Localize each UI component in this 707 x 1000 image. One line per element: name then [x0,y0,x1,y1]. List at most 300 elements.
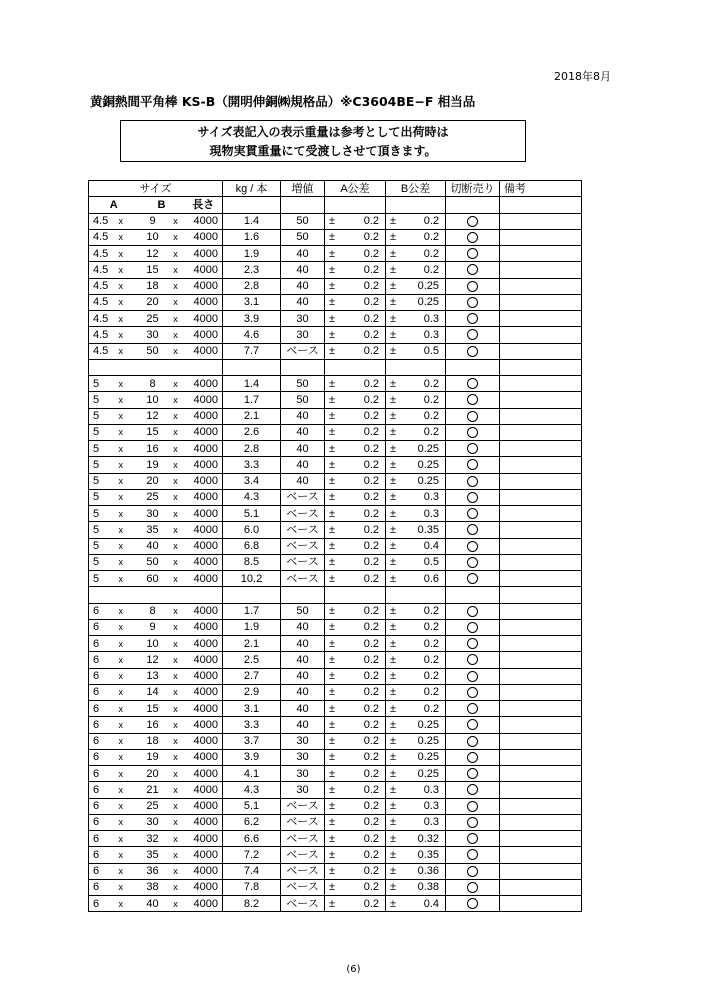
plus-minus-a: ± [325,782,343,798]
increment-value: 40 [281,441,325,457]
spacer-cell [223,359,281,375]
remarks-cell [500,294,582,310]
times-mark: x [167,733,185,749]
cut-sale-cell [446,473,500,489]
dimension-b: 30 [139,327,167,343]
tolerance-a: 0.2 [343,392,386,408]
weight-per-bar: 7.4 [223,863,281,879]
tolerance-b: 0.32 [404,831,446,847]
plus-minus-b: ± [386,684,404,700]
weight-per-bar: 3.1 [223,294,281,310]
cut-sale-cell [446,311,500,327]
tolerance-b: 0.25 [404,717,446,733]
weight-per-bar: 2.1 [223,408,281,424]
header-increment: 増値 [281,181,325,197]
increment-value: 50 [281,603,325,619]
plus-minus-a: ± [325,489,343,505]
times-mark: x [117,831,139,847]
cut-available-circle-icon [467,281,478,292]
weight-per-bar: 3.3 [223,457,281,473]
dimension-b: 15 [139,701,167,717]
plus-minus-a: ± [325,668,343,684]
remarks-cell [500,603,582,619]
table-row [89,652,582,668]
weight-per-bar: 1.7 [223,603,281,619]
dimension-a: 5 [89,554,117,570]
times-mark: x [167,538,185,554]
increment-value: 40 [281,473,325,489]
table-row [89,571,582,587]
tolerance-a: 0.2 [343,847,386,863]
remarks-cell [500,863,582,879]
plus-minus-b: ± [386,213,404,229]
plus-minus-a: ± [325,246,343,262]
plus-minus-a: ± [325,619,343,635]
times-mark: x [117,457,139,473]
header-weight: kg / 本 [223,181,281,197]
plus-minus-b: ± [386,376,404,392]
times-mark: x [167,652,185,668]
dimension-b: 15 [139,262,167,278]
length: 4000 [185,717,223,733]
weight-notice-box [120,120,526,162]
remarks-cell [500,896,582,912]
tolerance-a: 0.2 [343,863,386,879]
plus-minus-a: ± [325,213,343,229]
plus-minus-b: ± [386,441,404,457]
cut-available-circle-icon [467,248,478,259]
plus-minus-b: ± [386,473,404,489]
times-mark: x [117,506,139,522]
dimension-b: 9 [139,213,167,229]
tolerance-b: 0.2 [404,392,446,408]
increment-value: 40 [281,636,325,652]
cut-available-circle-icon [467,817,478,828]
dimension-a: 5 [89,441,117,457]
document-title: 黄銅熱間平角棒 KS-B（開明伸銅㈱規格品）※C3604BE−F 相当品 [90,94,476,109]
weight-per-bar: 7.2 [223,847,281,863]
times-mark: x [117,636,139,652]
cut-sale-cell [446,376,500,392]
dimension-b: 14 [139,684,167,700]
plus-minus-b: ± [386,392,404,408]
dimension-a: 6 [89,749,117,765]
cut-sale-cell [446,213,500,229]
plus-minus-b: ± [386,652,404,668]
dimension-b: 15 [139,424,167,440]
plus-minus-b: ± [386,278,404,294]
cut-sale-cell [446,278,500,294]
plus-minus-a: ± [325,701,343,717]
cut-sale-cell [446,424,500,440]
plus-minus-b: ± [386,879,404,895]
tolerance-b: 0.2 [404,262,446,278]
plus-minus-a: ± [325,896,343,912]
increment-value: 40 [281,457,325,473]
dimension-b: 35 [139,522,167,538]
times-mark: x [167,798,185,814]
remarks-cell [500,554,582,570]
cut-available-circle-icon [467,671,478,682]
times-mark: x [117,522,139,538]
dimension-a: 5 [89,571,117,587]
times-mark: x [167,896,185,912]
header-cut-sale: 切断売り [446,181,500,197]
spacer-cell [281,587,325,603]
dimension-b: 20 [139,294,167,310]
table-row [89,717,582,733]
times-mark: x [167,327,185,343]
table-row [89,441,582,457]
tolerance-a: 0.2 [343,327,386,343]
remarks-cell [500,749,582,765]
dimension-a: 4.5 [89,213,117,229]
length: 4000 [185,262,223,278]
cut-sale-cell [446,522,500,538]
tolerance-a: 0.2 [343,457,386,473]
tolerance-b: 0.4 [404,538,446,554]
subheader-row [89,197,582,213]
times-mark: x [117,311,139,327]
times-mark: x [117,798,139,814]
times-mark: x [167,749,185,765]
cut-sale-cell [446,831,500,847]
length: 4000 [185,408,223,424]
increment-value: 40 [281,668,325,684]
tolerance-b: 0.5 [404,554,446,570]
tolerance-b: 0.2 [404,668,446,684]
dimension-b: 13 [139,668,167,684]
dimension-b: 40 [139,896,167,912]
tolerance-b: 0.25 [404,457,446,473]
cut-available-circle-icon [467,492,478,503]
plus-minus-b: ± [386,619,404,635]
remarks-cell [500,798,582,814]
length: 4000 [185,506,223,522]
cut-sale-cell [446,554,500,570]
times-mark: x [167,831,185,847]
cut-available-circle-icon [467,654,478,665]
cut-available-circle-icon [467,297,478,308]
tolerance-a: 0.2 [343,652,386,668]
times-mark: x [167,571,185,587]
plus-minus-a: ± [325,343,343,359]
spacer-cell [325,359,386,375]
dimension-a: 4.5 [89,246,117,262]
weight-per-bar: 6.0 [223,522,281,538]
table-row [89,847,582,863]
times-mark: x [167,701,185,717]
tolerance-a: 0.2 [343,798,386,814]
table-row [89,831,582,847]
length: 4000 [185,733,223,749]
table-row [89,538,582,554]
plus-minus-b: ± [386,554,404,570]
increment-value: ベース [281,506,325,522]
tolerance-b: 0.2 [404,246,446,262]
times-mark: x [117,863,139,879]
tolerance-b: 0.5 [404,343,446,359]
remarks-cell [500,343,582,359]
table-row [89,733,582,749]
increment-value: ベース [281,343,325,359]
length: 4000 [185,327,223,343]
cut-sale-cell [446,863,500,879]
length: 4000 [185,376,223,392]
length: 4000 [185,636,223,652]
times-mark: x [117,489,139,505]
tolerance-a: 0.2 [343,668,386,684]
times-mark: x [167,554,185,570]
spacer-cell [386,359,446,375]
spacer-cell [500,359,582,375]
plus-minus-b: ± [386,717,404,733]
tolerance-a: 0.2 [343,766,386,782]
increment-value: 30 [281,311,325,327]
times-mark: x [117,733,139,749]
dimension-b: 30 [139,814,167,830]
spacer-cell [223,587,281,603]
spacer-cell [446,587,500,603]
cut-available-circle-icon [467,524,478,535]
times-mark: x [167,392,185,408]
length: 4000 [185,619,223,635]
cut-available-circle-icon [467,622,478,633]
times-mark: x [117,766,139,782]
dimension-a: 5 [89,538,117,554]
dimension-b: 25 [139,311,167,327]
dimension-b: 19 [139,457,167,473]
plus-minus-a: ± [325,636,343,652]
times-mark: x [167,294,185,310]
tolerance-b: 0.25 [404,766,446,782]
remarks-cell [500,879,582,895]
weight-per-bar: 3.1 [223,701,281,717]
plus-minus-a: ± [325,392,343,408]
tolerance-a: 0.2 [343,408,386,424]
table-row [89,343,582,359]
length: 4000 [185,814,223,830]
times-mark: x [167,489,185,505]
length: 4000 [185,213,223,229]
cut-available-circle-icon [467,638,478,649]
dimension-b: 20 [139,473,167,489]
increment-value: 40 [281,278,325,294]
table-row [89,311,582,327]
cut-available-circle-icon [467,346,478,357]
tolerance-b: 0.3 [404,814,446,830]
tolerance-a: 0.2 [343,814,386,830]
cut-sale-cell [446,766,500,782]
header-a: A [89,197,139,213]
length: 4000 [185,489,223,505]
dimension-b: 12 [139,652,167,668]
times-mark: x [167,311,185,327]
plus-minus-a: ± [325,473,343,489]
table-row [89,392,582,408]
increment-value: 30 [281,733,325,749]
length: 4000 [185,798,223,814]
plus-minus-a: ± [325,554,343,570]
table-row [89,424,582,440]
weight-per-bar: 3.9 [223,311,281,327]
remarks-cell [500,701,582,717]
tolerance-b: 0.3 [404,489,446,505]
remarks-cell [500,506,582,522]
cut-sale-cell [446,814,500,830]
cut-available-circle-icon [467,313,478,324]
table-row [89,246,582,262]
tolerance-a: 0.2 [343,749,386,765]
increment-value: ベース [281,896,325,912]
times-mark: x [167,376,185,392]
tolerance-b: 0.2 [404,619,446,635]
weight-per-bar: 7.8 [223,879,281,895]
tolerance-b: 0.2 [404,376,446,392]
cut-sale-cell [446,896,500,912]
cut-sale-cell [446,489,500,505]
tolerance-b: 0.2 [404,213,446,229]
cut-sale-cell [446,327,500,343]
remarks-cell [500,766,582,782]
times-mark: x [117,717,139,733]
remarks-cell [500,229,582,245]
times-mark: x [117,262,139,278]
times-mark: x [167,619,185,635]
plus-minus-b: ± [386,636,404,652]
remarks-cell [500,684,582,700]
dimension-b: 10 [139,392,167,408]
dimension-b: 25 [139,798,167,814]
times-mark: x [167,636,185,652]
times-mark: x [167,766,185,782]
times-mark: x [117,327,139,343]
plus-minus-b: ± [386,343,404,359]
times-mark: x [117,652,139,668]
times-mark: x [117,392,139,408]
table-row [89,701,582,717]
weight-per-bar: 4.6 [223,327,281,343]
tolerance-a: 0.2 [343,376,386,392]
remarks-cell [500,424,582,440]
tolerance-b: 0.3 [404,506,446,522]
plus-minus-b: ± [386,766,404,782]
increment-value: 40 [281,408,325,424]
cut-available-circle-icon [467,378,478,389]
remarks-cell [500,571,582,587]
increment-value: 40 [281,424,325,440]
plus-minus-b: ± [386,571,404,587]
times-mark: x [117,814,139,830]
cut-available-circle-icon [467,768,478,779]
spacer-cell [281,359,325,375]
times-mark: x [117,343,139,359]
plus-minus-a: ± [325,311,343,327]
weight-per-bar: 2.3 [223,262,281,278]
dimension-a: 6 [89,863,117,879]
cut-available-circle-icon [467,216,478,227]
cut-available-circle-icon [467,882,478,893]
cut-sale-cell [446,847,500,863]
header-tolerance-b: B公差 [386,181,446,197]
cut-available-circle-icon [467,476,478,487]
cut-available-circle-icon [467,866,478,877]
tolerance-b: 0.35 [404,847,446,863]
tolerance-a: 0.2 [343,636,386,652]
times-mark: x [167,814,185,830]
cut-available-circle-icon [467,849,478,860]
times-mark: x [167,879,185,895]
tolerance-b: 0.2 [404,636,446,652]
dimension-b: 36 [139,863,167,879]
dimension-b: 10 [139,229,167,245]
weight-per-bar: 4.3 [223,489,281,505]
tolerance-a: 0.2 [343,879,386,895]
times-mark: x [167,343,185,359]
plus-minus-b: ± [386,538,404,554]
remarks-cell [500,408,582,424]
length: 4000 [185,652,223,668]
times-mark: x [117,571,139,587]
increment-value: 40 [281,652,325,668]
dimension-b: 8 [139,376,167,392]
length: 4000 [185,879,223,895]
dimension-a: 6 [89,798,117,814]
table-row [89,278,582,294]
increment-value: 30 [281,782,325,798]
times-mark: x [167,278,185,294]
plus-minus-a: ± [325,424,343,440]
times-mark: x [117,684,139,700]
increment-value: ベース [281,831,325,847]
cut-sale-cell [446,571,500,587]
remarks-cell [500,441,582,457]
tolerance-a: 0.2 [343,262,386,278]
times-mark: x [117,554,139,570]
increment-value: 50 [281,392,325,408]
increment-value: 40 [281,246,325,262]
plus-minus-a: ± [325,766,343,782]
cut-sale-cell [446,294,500,310]
cut-available-circle-icon [467,427,478,438]
times-mark: x [117,847,139,863]
length: 4000 [185,831,223,847]
cut-available-circle-icon [467,443,478,454]
cut-available-circle-icon [467,459,478,470]
dimension-b: 20 [139,766,167,782]
dimension-b: 30 [139,506,167,522]
increment-value: 40 [281,619,325,635]
plus-minus-b: ± [386,896,404,912]
cut-available-circle-icon [467,752,478,763]
times-mark: x [167,863,185,879]
dimension-a: 5 [89,424,117,440]
cut-available-circle-icon [467,329,478,340]
cut-sale-cell [446,749,500,765]
length: 4000 [185,343,223,359]
plus-minus-a: ± [325,863,343,879]
cut-sale-cell [446,782,500,798]
cut-available-circle-icon [467,898,478,909]
weight-per-bar: 2.8 [223,441,281,457]
spacer-cell [500,587,582,603]
remarks-cell [500,814,582,830]
dimension-b: 60 [139,571,167,587]
plus-minus-b: ± [386,327,404,343]
weight-per-bar: 6.2 [223,814,281,830]
tolerance-a: 0.2 [343,782,386,798]
times-mark: x [167,457,185,473]
